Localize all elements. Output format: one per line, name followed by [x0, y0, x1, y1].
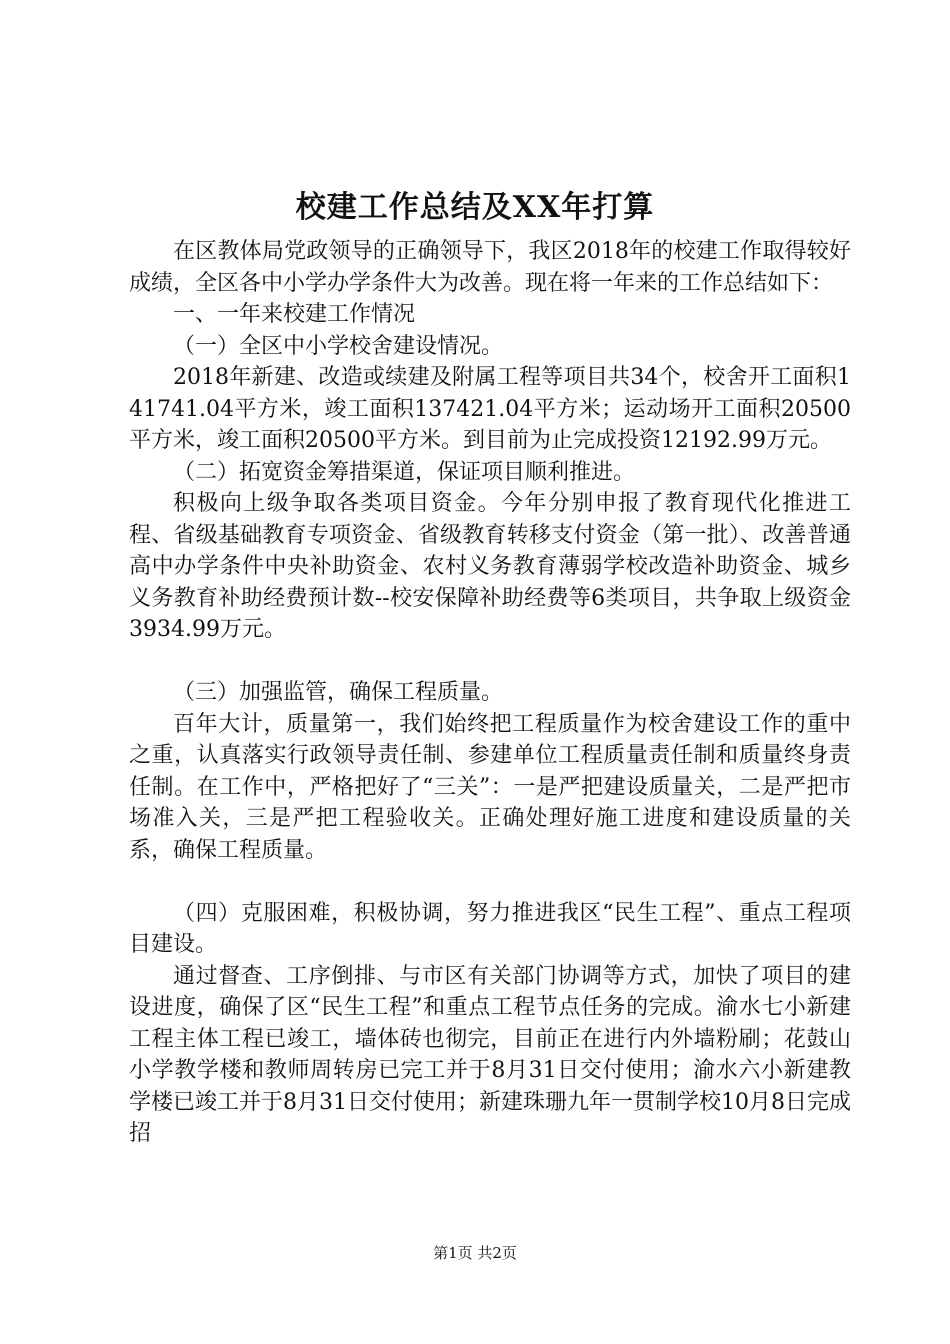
- page-footer: 第1页 共2页: [433, 1244, 517, 1262]
- paragraph-quality: 百年大计，质量第一，我们始终把工程质量作为校舍建设工作的重中之重，认真落实行政领导责任制、参建单位工程质量责任制和质量终身责任制。在工作中，严格把好了“三关”：一是严把建设质量关，二是严把市场准入关，三是严把工程验收关。正确处理好施工进度和建设质量的关系，确保工程质量。: [129, 711, 851, 863]
- paragraph-gap: [129, 646, 851, 678]
- paragraph-gap: [129, 866, 851, 898]
- section-heading-1: 一、一年来校建工作情况: [173, 302, 416, 327]
- subsection-heading-1: （一）全区中小学校舍建设情况。: [173, 333, 504, 359]
- subsection-heading-4: （四）克服困难，积极协调，努力推进我区“民生工程”、重点工程项目建设。: [129, 900, 851, 957]
- subsection-heading-3: （三）加强监管，确保工程质量。: [173, 680, 504, 705]
- paragraph-funding: 积极向上级争取各类项目资金。今年分别申报了教育现代化推进工程、省级基础教育专项资金、省级教育转移支付资金（第一批）、改善普通高中办学条件中央补助资金、农村义务教育薄弱学校改造补助资金、城乡义务教育补助经费预计数--校安保障补助经费等6类项目，共争取上级资金3934.99万元。: [129, 491, 851, 642]
- document-body: [129, 236, 851, 1150]
- intro-paragraph: 在区教体局党政领导的正确领导下，我区2018年的校建工作取得较好成绩，全区各中小学办学条件大为改善。现在将一年来的工作总结如下：: [129, 239, 851, 296]
- subsection-heading-2: （二）拓宽资金筹措渠道，保证项目顺利推进。: [173, 459, 636, 485]
- document-title: 校建工作总结及XX年打算: [295, 190, 655, 225]
- paragraph-construction-stats: 2018年新建、改造或续建及附属工程等项目共34个，校舍开工面积141741.04平方米，竣工面积137421.04平方米；运动场开工面积20500平方米，竣工面积20500平方米。到目前为止完成投资12192.99万元。: [129, 365, 851, 453]
- paragraph-progress: 通过督查、工序倒排、与市区有关部门协调等方式，加快了项目的建设进度，确保了区“民生工程”和重点工程节点任务的完成。渝水七小新建工程主体工程已竣工，墙体砖也彻完，目前正在进行内外墙粉刷；花鼓山小学教学楼和教师周转房已完工并于8月31日交付使用；渝水六小新建教学楼已竣工并于8月31日交付使用；新建珠珊九年一贯制学校10月8日完成招: [129, 963, 851, 1146]
